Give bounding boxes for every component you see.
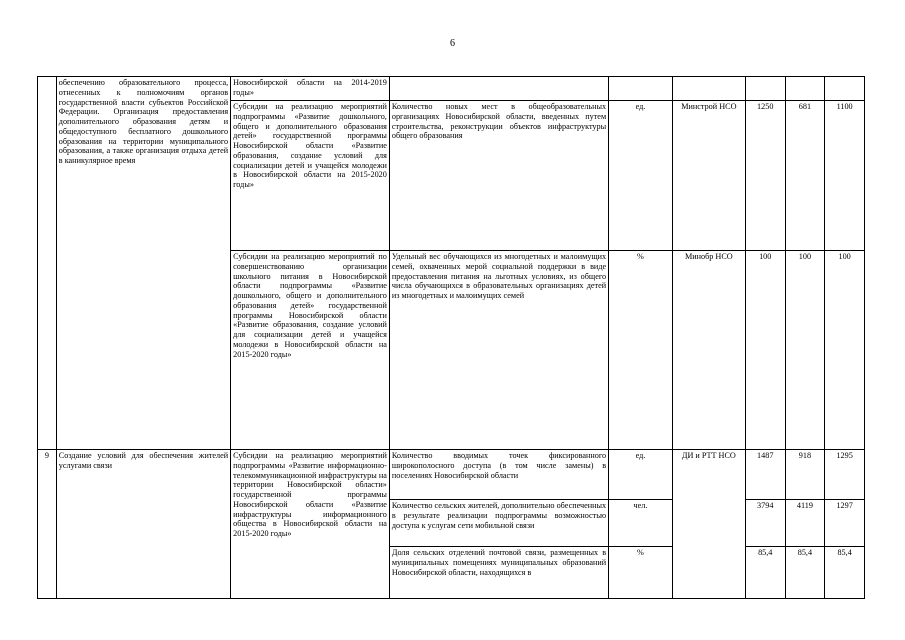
- indicator-cell: Количество новых мест в общеобразовательных организациях Новосибирской области, введенных путем строительства, реконструкции объектов инфраструктуры общего образования: [389, 101, 608, 251]
- value-cell: 100: [785, 251, 825, 450]
- unit-cell: ед.: [609, 450, 673, 500]
- table-row: [38, 77, 865, 101]
- indicator-cell: Доля сельских отделений почтовой связи, размещенных в муниципальных помещениях муниципальных образований Новосибирской области, находящихся в: [389, 547, 608, 599]
- measure-cell: Субсидии на реализацию мероприятий по совершенствованию организации школьного питания в Новосибирской области подпрограммы «Развитие дошкольного, общего и дополнительного образования детей» государственной программы Новосибирской области «Развитие образования, создание условий для социализации детей и учащейся молодежи в Новосибирской области на 2015-2020 годы»: [231, 251, 390, 450]
- value-cell: 85,4: [785, 547, 825, 599]
- value-cell: 1297: [825, 500, 865, 547]
- unit-cell: чел.: [609, 500, 673, 547]
- value-cell: [825, 77, 865, 101]
- task-description-cell: обеспечению образовательного процесса, отнесенных к полномочиям органов государственной власти субъектов Российской Федерации. Организация предоставления дополнительного образования детям и общедоступного бесплатного дошкольного образования на территории муниципального образования, а также организация отдыха детей в каникулярное время: [56, 77, 230, 450]
- page-number: 6: [450, 38, 455, 49]
- program-indicators-table: [37, 76, 865, 599]
- responsible-cell: [672, 77, 745, 101]
- indicator-cell: Количество вводимых точек фиксированного широкополосного доступа (в том числе замены) в поселениях Новосибирской области: [389, 450, 608, 500]
- responsible-cell: Минстрой НСО: [672, 101, 745, 251]
- value-cell: 100: [825, 251, 865, 450]
- value-cell: 85,4: [825, 547, 865, 599]
- table-row: [38, 450, 865, 500]
- value-cell: 3794: [745, 500, 785, 547]
- indicator-cell: [389, 77, 608, 101]
- responsible-cell: ДИ и РТТ НСО: [672, 450, 745, 599]
- row-number-cell: [38, 77, 57, 450]
- value-cell: [785, 77, 825, 101]
- measure-cell: Новосибирской области на 2014-2019 годы»: [231, 77, 390, 101]
- indicator-cell: Количество сельских жителей, дополнительно обеспеченных в результате реализации подпрограммы возможностью доступа к услугам сети мобильной связи: [389, 500, 608, 547]
- value-cell: 4119: [785, 500, 825, 547]
- value-cell: 1295: [825, 450, 865, 500]
- unit-cell: [609, 77, 673, 101]
- responsible-cell: Минобр НСО: [672, 251, 745, 450]
- value-cell: 85,4: [745, 547, 785, 599]
- unit-cell: ед.: [609, 101, 673, 251]
- indicator-cell: Удельный вес обучающихся из многодетных и малоимущих семей, охваченных мерой социальной поддержки в виде предоставления питания на льготных условиях, из общего числа обучающихся в образовательных организациях детей из многодетных и малоимущих семей: [389, 251, 608, 450]
- value-cell: 1100: [825, 101, 865, 251]
- measure-cell: Субсидии на реализацию мероприятий подпрограммы «Развитие информационно-телекоммуникационной инфраструктуры на территории Новосибирской области» государственной программы Новосибирской области «Развитие инфраструктуры информационного общества в Новосибирской области на 2015-2020 годы»: [231, 450, 390, 599]
- value-cell: 918: [785, 450, 825, 500]
- unit-cell: %: [609, 251, 673, 450]
- value-cell: 681: [785, 101, 825, 251]
- value-cell: 1487: [745, 450, 785, 500]
- measure-cell: Субсидии на реализацию мероприятий подпрограммы «Развитие дошкольного, общего и дополнительного образования детей» государственной программы Новосибирской области «Развитие образования, создание условий для социализации детей и учащейся молодежи в Новосибирской области на 2015-2020 годы»: [231, 101, 390, 251]
- row-number-cell: 9: [38, 450, 57, 599]
- value-cell: 100: [745, 251, 785, 450]
- value-cell: [745, 77, 785, 101]
- task-description-cell: Создание условий для обеспечения жителей услугами связи: [56, 450, 230, 599]
- value-cell: 1250: [745, 101, 785, 251]
- unit-cell: %: [609, 547, 673, 599]
